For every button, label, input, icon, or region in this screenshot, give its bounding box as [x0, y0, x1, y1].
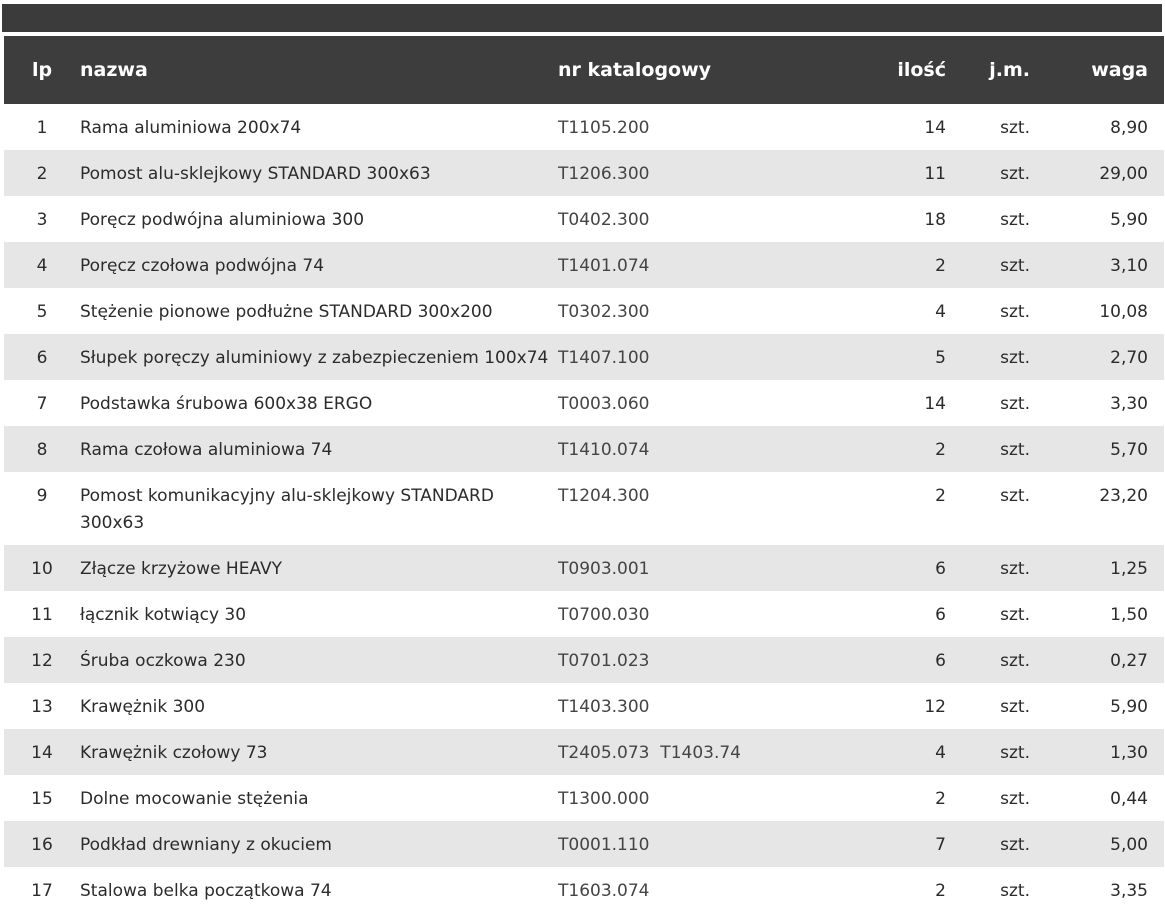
table-row — [4, 545, 1164, 591]
cell-waga: 8,90 — [1110, 118, 1148, 138]
cell-nr-katalogowy: T1105.200 — [558, 118, 650, 138]
cell-ilosc: 2 — [935, 881, 946, 901]
header-nr-katalogowy: nr katalogowy — [558, 59, 712, 81]
cell-waga: 23,20 — [1099, 486, 1148, 506]
cell-lp: 7 — [36, 394, 48, 414]
cell-nazwa: Dolne mocowanie stężenia — [80, 789, 309, 809]
cell-nazwa: Pomost alu-sklejkowy STANDARD 300x63 — [80, 164, 431, 184]
cell-nr-katalogowy: T0302.300 — [558, 302, 650, 322]
header-nazwa: nazwa — [80, 59, 148, 81]
cell-lp: 5 — [36, 302, 48, 322]
cell-jm: szt. — [1000, 210, 1030, 230]
table-row — [4, 867, 1164, 913]
cell-lp: 15 — [31, 789, 53, 809]
table-row — [4, 821, 1164, 867]
cell-nazwa: Stężenie pionowe podłużne STANDARD 300x200 — [80, 302, 493, 322]
cell-nr-katalogowy: T1300.000 — [558, 789, 650, 809]
header-divider — [2, 32, 1162, 35]
cell-lp: 12 — [31, 651, 53, 671]
cell-lp: 14 — [31, 743, 53, 763]
cell-ilosc: 18 — [924, 210, 946, 230]
cell-ilosc: 12 — [924, 697, 946, 717]
cell-jm: szt. — [1000, 394, 1030, 414]
cell-nazwa: Pomost komunikacyjny alu-sklejkowy STANDARD 300x63 — [80, 486, 494, 533]
cell-nazwa: Poręcz podwójna aluminiowa 300 — [80, 210, 365, 230]
table-body — [4, 104, 1164, 913]
cell-waga: 5,70 — [1110, 440, 1148, 460]
cell-lp: 6 — [36, 348, 48, 368]
cell-jm: szt. — [1000, 164, 1030, 184]
cell-ilosc: 14 — [924, 394, 946, 414]
cell-nr-katalogowy: T1403.300 — [558, 697, 650, 717]
cell-jm: szt. — [1000, 302, 1030, 322]
cell-nazwa: Rama czołowa aluminiowa 74 — [80, 440, 333, 460]
cell-nr-katalogowy: T0701.023 — [558, 651, 650, 671]
cell-lp: 3 — [36, 210, 48, 230]
cell-nazwa: Złącze krzyżowe HEAVY — [80, 559, 283, 579]
table-row — [4, 334, 1164, 380]
header-ilosc: ilość — [897, 59, 946, 81]
cell-ilosc: 2 — [935, 789, 946, 809]
table-row — [4, 729, 1164, 775]
cell-nr-katalogowy: T1206.300 — [558, 164, 650, 184]
cell-ilosc: 7 — [935, 835, 946, 855]
table-row — [4, 104, 1164, 150]
cell-waga: 0,44 — [1110, 789, 1148, 809]
cell-nazwa: Krawężnik 300 — [80, 697, 206, 717]
table-row — [4, 591, 1164, 637]
cell-nazwa: Śruba oczkowa 230 — [80, 651, 246, 671]
cell-waga: 3,10 — [1110, 256, 1148, 276]
cell-waga: 5,00 — [1110, 835, 1148, 855]
cell-waga: 1,25 — [1110, 559, 1148, 579]
cell-waga: 5,90 — [1110, 210, 1148, 230]
cell-lp: 4 — [36, 256, 48, 276]
cell-jm: szt. — [1000, 743, 1030, 763]
cell-jm: szt. — [1000, 605, 1030, 625]
cell-nr-katalogowy: T1410.074 — [558, 440, 650, 460]
table-row — [4, 637, 1164, 683]
cell-nr-katalogowy: T0402.300 — [558, 210, 650, 230]
cell-waga: 5,90 — [1110, 697, 1148, 717]
cell-lp: 11 — [31, 605, 53, 625]
cell-waga: 3,30 — [1110, 394, 1148, 414]
cell-nazwa: Podstawka śrubowa 600x38 ERGO — [80, 394, 373, 414]
cell-jm: szt. — [1000, 440, 1030, 460]
cell-jm: szt. — [1000, 881, 1030, 901]
cell-jm: szt. — [1000, 256, 1030, 276]
cell-nazwa: Rama aluminiowa 200x74 — [80, 118, 302, 138]
cell-waga: 2,70 — [1110, 348, 1148, 368]
cell-jm: szt. — [1000, 697, 1030, 717]
table-row — [4, 472, 1164, 545]
cell-jm: szt. — [1000, 348, 1030, 368]
cell-nazwa: Stalowa belka początkowa 74 — [80, 881, 332, 901]
cell-nr-katalogowy: T0001.110 — [558, 835, 650, 855]
table-row — [4, 242, 1164, 288]
cell-ilosc: 4 — [935, 302, 946, 322]
cell-nr-katalogowy: T1401.074 — [558, 256, 650, 276]
cell-ilosc: 5 — [935, 348, 946, 368]
cell-nr-katalogowy: T0903.001 — [558, 559, 650, 579]
cell-ilosc: 11 — [924, 164, 946, 184]
header-waga: waga — [1091, 59, 1148, 81]
cell-nr-katalogowy: T1204.300 — [558, 486, 650, 506]
cell-waga: 29,00 — [1099, 164, 1148, 184]
cell-lp: 13 — [31, 697, 53, 717]
cell-lp: 2 — [36, 164, 48, 184]
cell-waga: 1,30 — [1110, 743, 1148, 763]
cell-jm: szt. — [1000, 486, 1030, 506]
cell-jm: szt. — [1000, 835, 1030, 855]
cell-lp: 16 — [31, 835, 53, 855]
cell-nazwa: Poręcz czołowa podwójna 74 — [80, 256, 325, 276]
cell-nazwa: Słupek poręczy aluminiowy z zabezpieczeniem 100x74 — [80, 348, 549, 368]
cell-ilosc: 6 — [935, 651, 946, 671]
cell-nr-katalogowy: T2405.073 T1403.74 — [558, 743, 741, 763]
table-header — [4, 36, 1164, 104]
cell-jm: szt. — [1000, 559, 1030, 579]
header-lp: lp — [31, 59, 53, 81]
cell-lp: 9 — [36, 486, 48, 506]
cell-nazwa: Podkład drewniany z okuciem — [80, 835, 332, 855]
cell-ilosc: 14 — [924, 118, 946, 138]
table-row — [4, 196, 1164, 242]
table-row — [4, 426, 1164, 472]
cell-ilosc: 2 — [935, 256, 946, 276]
cell-jm: szt. — [1000, 789, 1030, 809]
cell-lp: 17 — [31, 881, 53, 901]
cell-lp: 1 — [36, 118, 48, 138]
cell-ilosc: 4 — [935, 743, 946, 763]
cell-ilosc: 2 — [935, 440, 946, 460]
table-row — [4, 683, 1164, 729]
cell-jm: szt. — [1000, 118, 1030, 138]
cell-nazwa: Krawężnik czołowy 73 — [80, 743, 268, 763]
parts-table — [4, 36, 1164, 913]
cell-waga: 3,35 — [1110, 881, 1148, 901]
cell-jm: szt. — [1000, 651, 1030, 671]
cell-nr-katalogowy: T0700.030 — [558, 605, 650, 625]
table-row — [4, 288, 1164, 334]
cell-nr-katalogowy: T1407.100 — [558, 348, 650, 368]
cell-lp: 8 — [36, 440, 48, 460]
cell-ilosc: 6 — [935, 559, 946, 579]
cell-nr-katalogowy: T0003.060 — [558, 394, 650, 414]
cell-waga: 10,08 — [1099, 302, 1148, 322]
cell-ilosc: 2 — [935, 486, 946, 506]
cell-lp: 10 — [31, 559, 53, 579]
cell-nr-katalogowy: T1603.074 — [558, 881, 650, 901]
cell-waga: 0,27 — [1110, 651, 1148, 671]
cell-nazwa: łącznik kotwiący 30 — [80, 605, 247, 625]
header-jm: j.m. — [989, 59, 1030, 81]
table-row — [4, 380, 1164, 426]
table-row — [4, 150, 1164, 196]
table-row — [4, 775, 1164, 821]
cell-waga: 1,50 — [1110, 605, 1148, 625]
header-row — [4, 36, 1164, 104]
cell-ilosc: 6 — [935, 605, 946, 625]
header-shadow-bar — [2, 4, 1162, 32]
